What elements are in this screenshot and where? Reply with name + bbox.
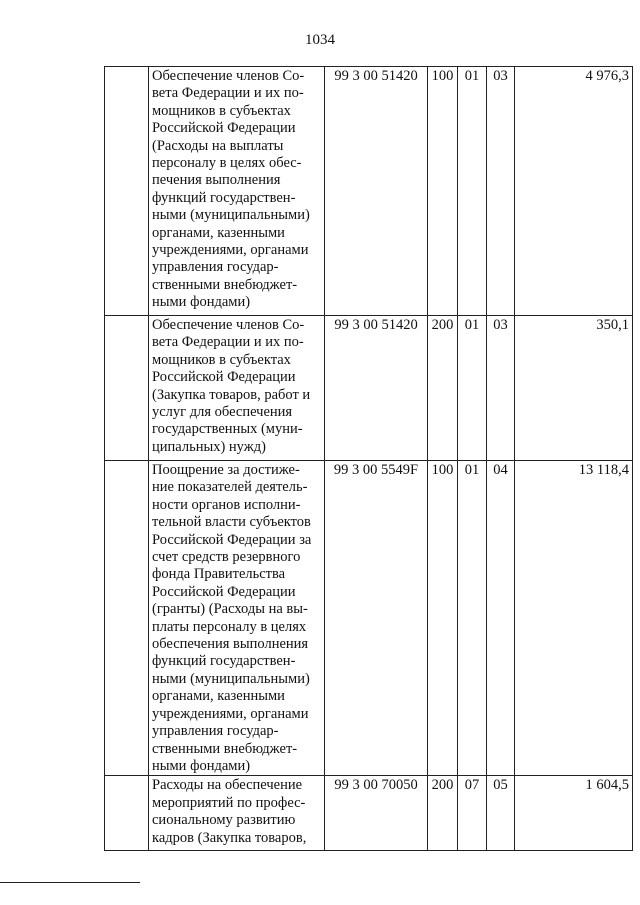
- target-article-code-cell: 99 3 00 5549F: [325, 461, 428, 776]
- section-cell: 01: [458, 316, 487, 461]
- table-row: [105, 67, 633, 316]
- expense-name-cell: Обеспечение членов Со- вета Федерации и их по- мощников в субъектах Российской Федерации (Закупка товаров, работ и услуг для обеспечения государственных (муни- ципальных) нужд): [149, 316, 325, 461]
- row-blank-cell: [105, 461, 149, 776]
- amount-cell: 1 604,5: [515, 776, 633, 851]
- expense-name-cell: Расходы на обеспечение мероприятий по профес- сиональному развитию кадров (Закупка товаров,: [149, 776, 325, 851]
- budget-table: [104, 66, 633, 851]
- page-number: 1034: [305, 32, 335, 48]
- row-blank-cell: [105, 67, 149, 316]
- target-article-code-cell: 99 3 00 70050: [325, 776, 428, 851]
- subsection-cell: 05: [487, 776, 515, 851]
- amount-cell: 350,1: [515, 316, 633, 461]
- section-cell: 07: [458, 776, 487, 851]
- section-cell: 01: [458, 67, 487, 316]
- table-row: [105, 461, 633, 776]
- subsection-cell: 04: [487, 461, 515, 776]
- expense-type-cell: 100: [428, 67, 458, 316]
- expense-name-cell: Поощрение за достиже- ние показателей деятель- ности органов исполни- тельной власти субъектов Российской Федерации за счет средств резервного фонда Правительства Российской Федерации (гранты) (Расходы на вы- платы персоналу в целях обеспечения выполнения функций государствен- ными (муниципальными) органами, казенными учреждениями, органами управления государ- ственными внебюджет- ными фондами): [149, 461, 325, 776]
- table-row: [105, 316, 633, 461]
- section-cell: 01: [458, 461, 487, 776]
- row-blank-cell: [105, 316, 149, 461]
- expense-type-cell: 100: [428, 461, 458, 776]
- expense-type-cell: 200: [428, 316, 458, 461]
- amount-cell: 4 976,3: [515, 67, 633, 316]
- table-row: [105, 776, 633, 851]
- subsection-cell: 03: [487, 67, 515, 316]
- subsection-cell: 03: [487, 316, 515, 461]
- target-article-code-cell: 99 3 00 51420: [325, 67, 428, 316]
- expense-type-cell: 200: [428, 776, 458, 851]
- amount-cell: 13 118,4: [515, 461, 633, 776]
- expense-name-cell: Обеспечение членов Со- вета Федерации и их по- мощников в субъектах Российской Федерации (Расходы на выплаты персоналу в целях обес- печения выполнения функций государствен- ными (муниципальными) органами, казенными учреждениями, органами управления государ- ственными внебюджет- ными фондами): [149, 67, 325, 316]
- footnote-divider: [0, 882, 140, 883]
- row-blank-cell: [105, 776, 149, 851]
- target-article-code-cell: 99 3 00 51420: [325, 316, 428, 461]
